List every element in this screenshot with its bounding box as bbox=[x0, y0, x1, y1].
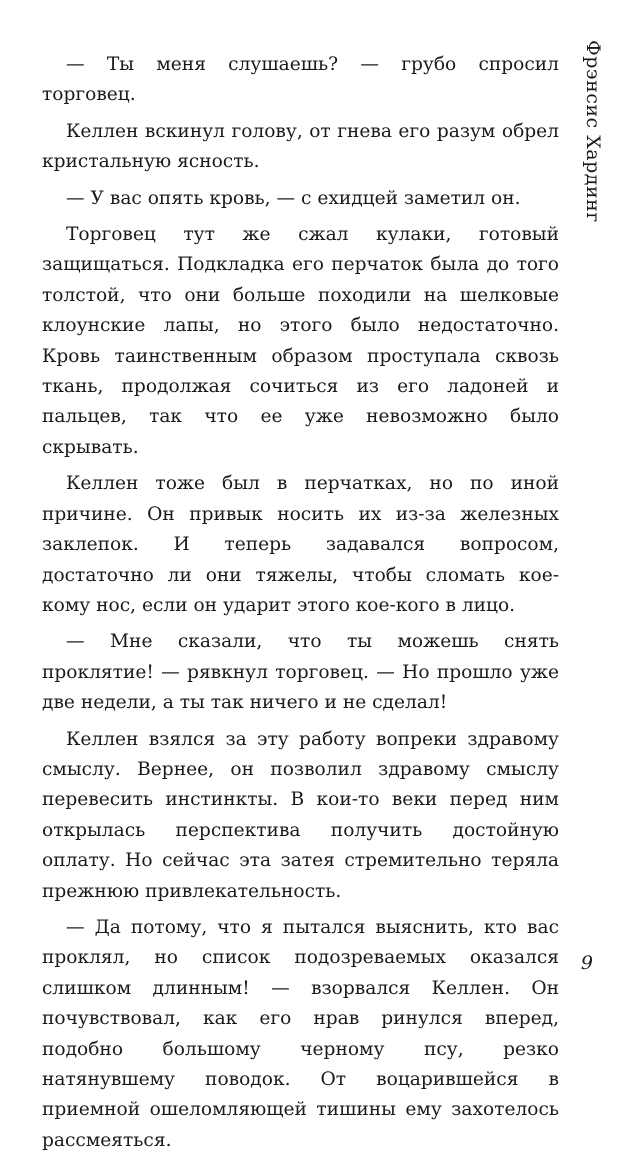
paragraph: Келлен взялся за эту работу вопреки здравому смыслу. Вернее, он позволил здравому смыслу перевесить инстинкты. В кои-то веки перед ним открылась перспектива получить достойную оплату. Но сейчас эта затея стремительно теряла прежнюю привлекательность. bbox=[42, 728, 559, 902]
page-number: 9 bbox=[580, 952, 593, 974]
paragraph: — Мне сказали, что ты можешь снять проклятие! — рявкнул торговец. — Но прошло уже две недели, а ты так ничего и не сделал! bbox=[42, 631, 559, 714]
paragraph: Келлен тоже был в перчатках, но по иной причине. Он привык носить их из-за железных заклепок. И теперь задавался вопросом, достаточно ли они тяжелы, чтобы сломать кое-кому нос, если он ударит этого кое-кого в лицо. bbox=[42, 473, 559, 616]
paragraph: — У вас опять кровь, — с ехидцей заметил он. bbox=[66, 187, 521, 209]
paragraph: Торговец тут же сжал кулаки, готовый защищаться. Подкладка его перчаток была до того толстой, что они больше походили на шелковые клоунские лапы, но этого было недостаточно. Кровь таинственным образом проступала сквозь ткань, продолжая сочиться из его ладоней и пальцев, так что ее уже невозможно было скрывать. bbox=[42, 224, 559, 458]
running-head: Фрэнсис Хардинг bbox=[582, 40, 604, 223]
paragraph: — Да потому, что я пытался выяснить, кто вас проклял, но список подозреваемых оказался слишком длинным! — взорвался Келлен. Он почувствовал, как его нрав ринулся вперед, подобно большому черному псу, резко натянувшему поводок. От воцарившейся в приемной ошеломляющей тишины ему захотелось рассмеяться. bbox=[42, 916, 559, 1151]
paragraph: Келлен вскинул голову, от гнева его разум обрел кристальную ясность. bbox=[42, 120, 559, 173]
paragraph: — Ты меня слушаешь? — грубо спросил торговец. bbox=[42, 54, 559, 106]
body-text bbox=[42, 50, 559, 1162]
